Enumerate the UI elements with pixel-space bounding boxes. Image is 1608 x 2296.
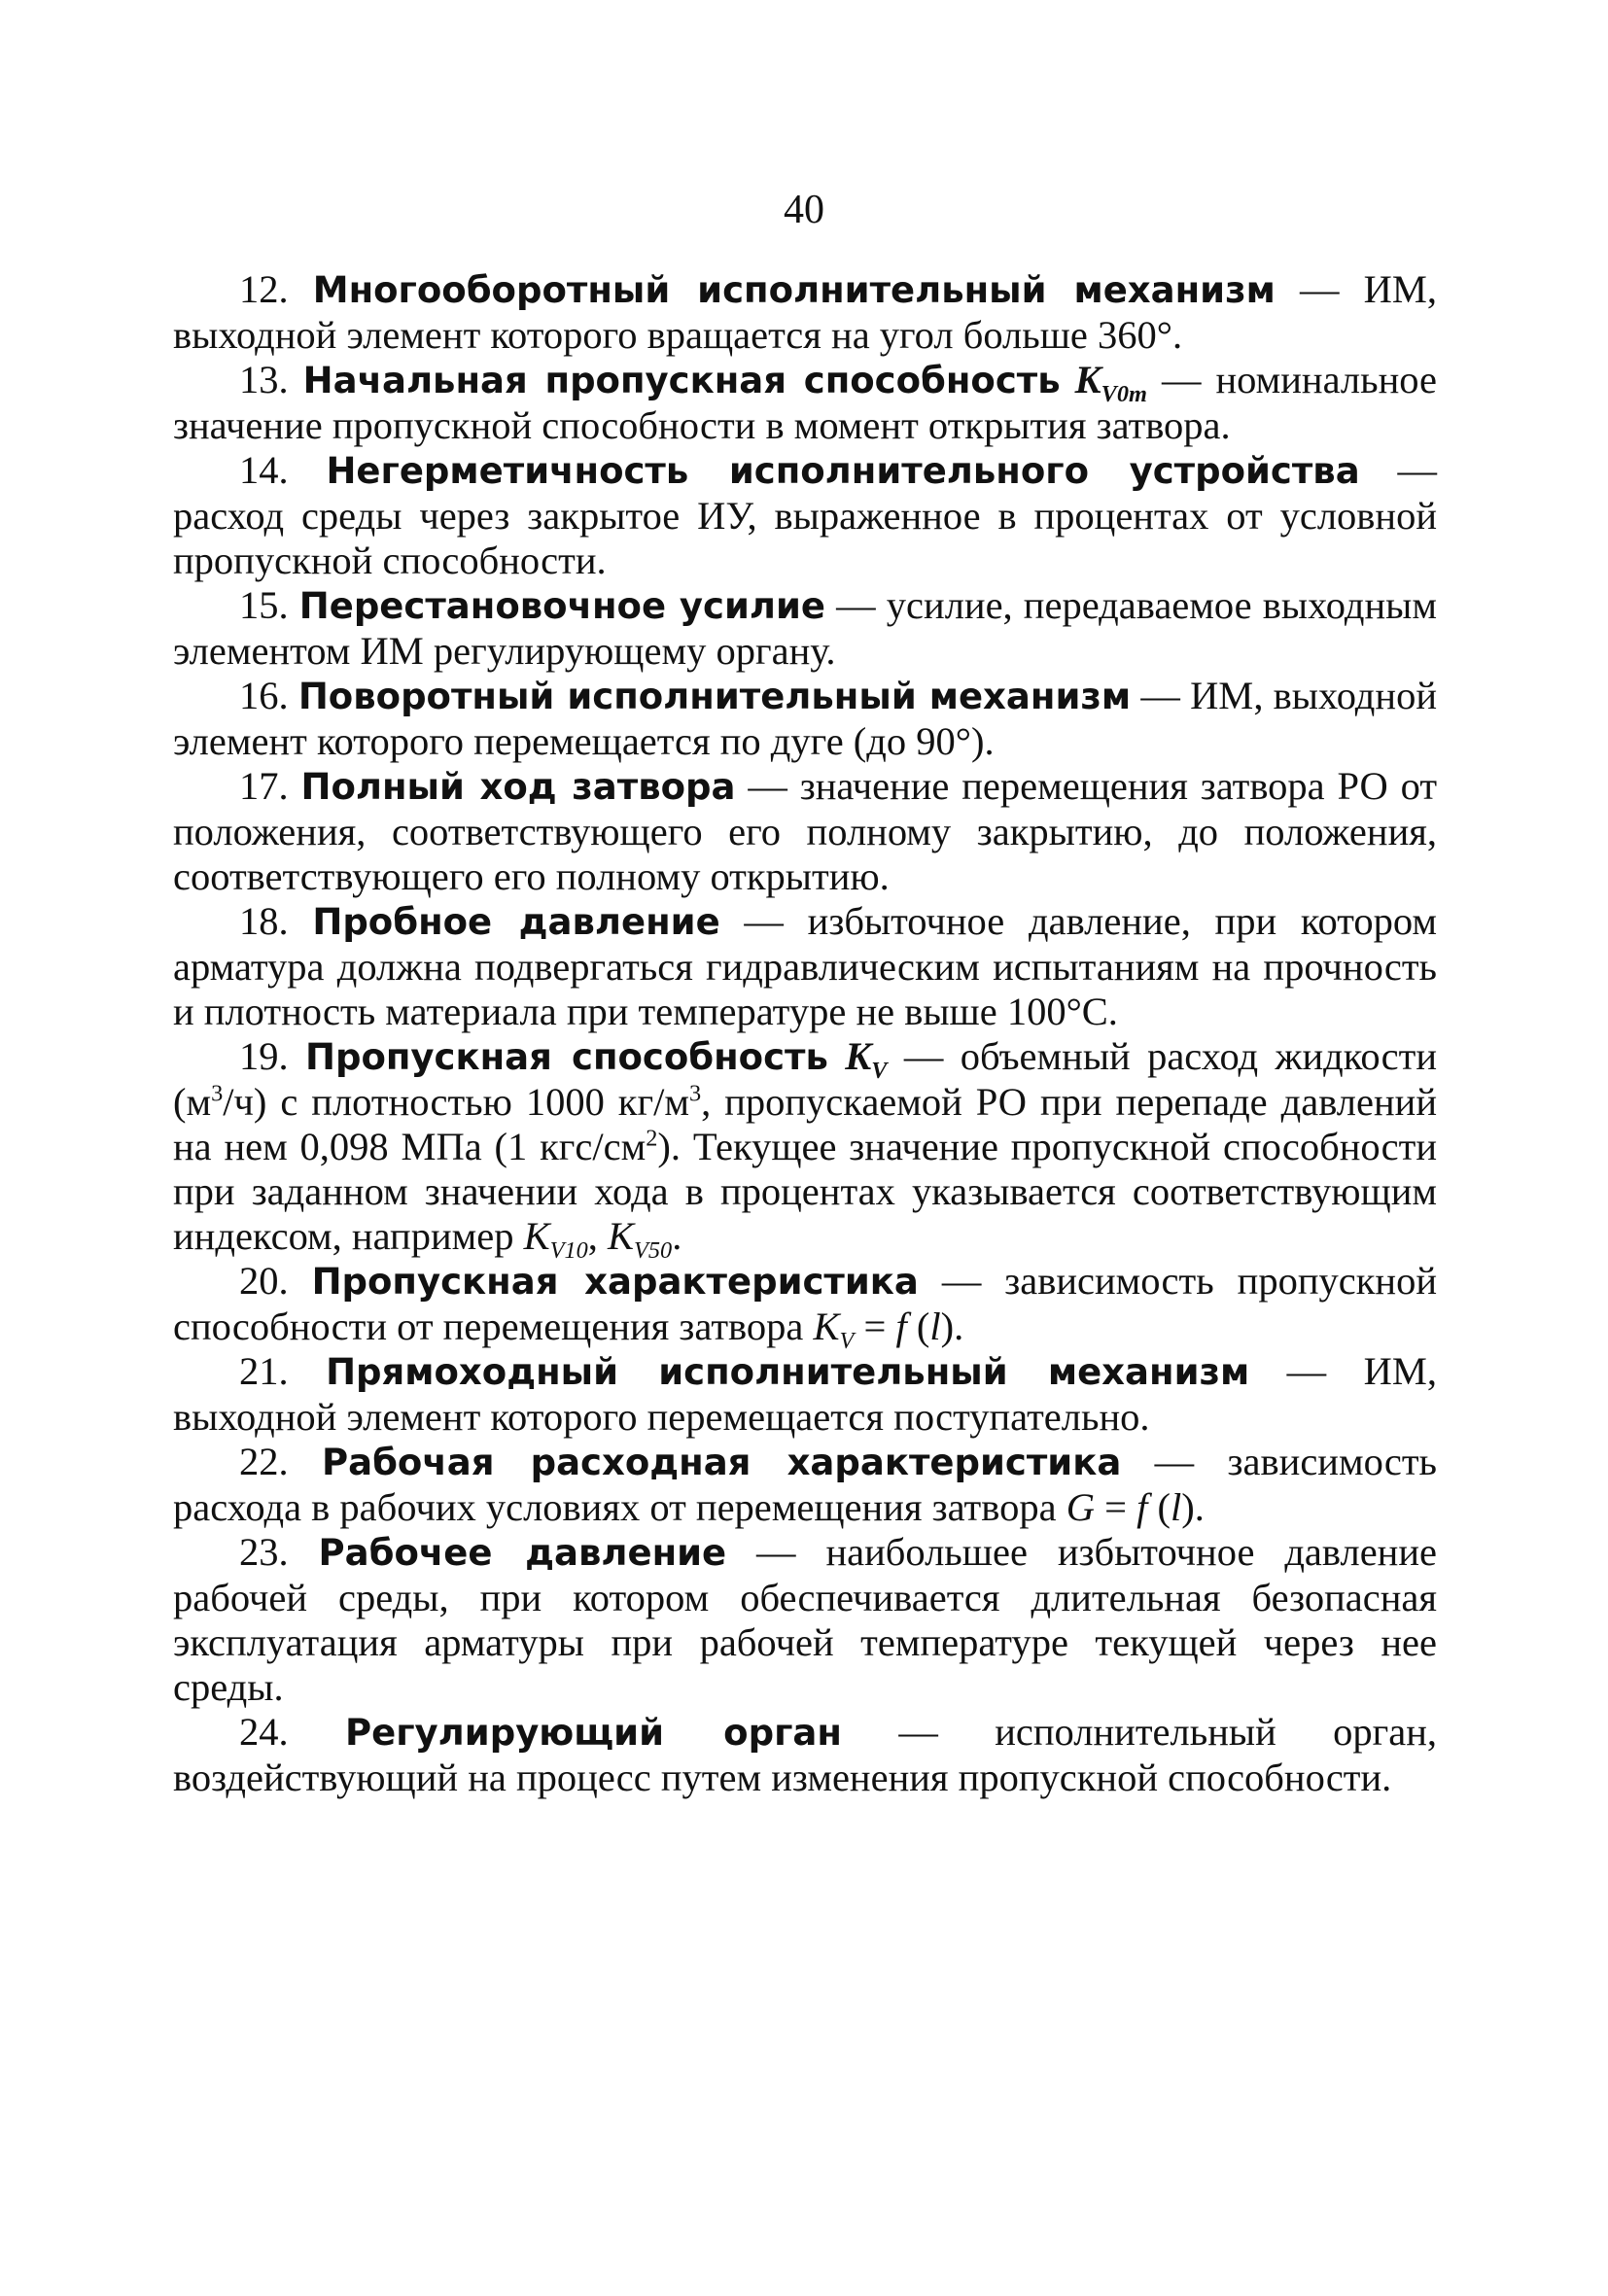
definition-13: 13. Начальная пропускная способность $K_{V0m}$ — номинальное значение пропускной способности в момент открытия затвора. bbox=[173, 358, 1437, 447]
term: Многооборотный исполнительный механизм bbox=[312, 269, 1276, 311]
item-number: 24. bbox=[239, 1710, 289, 1754]
item-number: 12. bbox=[239, 267, 289, 311]
definition-20: 20. Пропускная характеристика — зависимость пропускной способности от перемещения затвора $K_V = f$ (l). bbox=[173, 1259, 1437, 1355]
example-symbol: $K_{V50}$ bbox=[608, 1214, 673, 1265]
item-number: 15. bbox=[239, 583, 289, 627]
item-number: 19. bbox=[239, 1034, 289, 1078]
definition-text: зависимость расхода в рабочих условиях от перемещения затвора G = f (l). bbox=[173, 1440, 1437, 1529]
term: Пропускная способность bbox=[305, 1036, 828, 1078]
definition-17: 17. Полный ход затвора — значение перемещения затвора РО от положения, соответствующего его полному закрытию, до положения, соответствующего его полному открытию. bbox=[173, 764, 1438, 898]
item-number: 21. bbox=[239, 1349, 289, 1393]
definition-text: ИМ, выходной элемент которого перемещается поступательно. bbox=[173, 1349, 1438, 1439]
definition-text: номинальное значение пропускной способности в момент открытия затвора. bbox=[173, 358, 1437, 447]
symbol: $K_{V0m}$ bbox=[1074, 358, 1147, 408]
term: Начальная пропускная способность bbox=[302, 360, 1061, 401]
definition-text: расход среды через закрытое ИУ, выраженное в процентах от условной пропускной способности. bbox=[173, 494, 1437, 582]
definition-12: 12. Многооборотный исполнительный механизм — ИМ, выходной элемент которого вращается на угол больше 360°. bbox=[173, 267, 1437, 357]
definition-text: ИМ, выходной элемент которого перемещается по дуге (до 90°). bbox=[173, 674, 1437, 763]
item-number: 23. bbox=[239, 1530, 289, 1574]
term: Регулирующий орган bbox=[345, 1712, 842, 1754]
item-number: 18. bbox=[239, 899, 289, 943]
item-number: 20. bbox=[239, 1259, 289, 1303]
term: Негерметичность исполнительного устройства bbox=[326, 450, 1360, 492]
term: Пропускная характеристика bbox=[311, 1261, 919, 1303]
item-number: 16. bbox=[239, 674, 289, 717]
definition-18: 18. Пробное давление — избыточное давление, при котором арматура должна подвергаться гидравлическим испытаниям на прочность и плотность материала при температуре не выше 100°С. bbox=[173, 899, 1437, 1033]
item-number: 14. bbox=[239, 448, 289, 492]
formula: G bbox=[1066, 1485, 1095, 1529]
definition-text: наибольшее избыточное давление рабочей среды, при котором обеспечивается длительная безопасная эксплуатация арматуры при рабочей температуре текущей через нее среды. bbox=[173, 1530, 1438, 1709]
definition-text: значение перемещения затвора РО от положения, соответствующего его полному закрытию, до положения, соответствующего его полному открытию. bbox=[173, 764, 1438, 898]
definition-23: 23. Рабочее давление — наибольшее избыточное давление рабочей среды, при котором обеспечивается длительная безопасная эксплуатация арматуры при рабочей температуре текущей через нее среды. bbox=[173, 1530, 1438, 1709]
term: Пробное давление bbox=[312, 901, 720, 943]
item-number: 17. bbox=[239, 764, 289, 808]
definition-text: исполнительный орган, воздействующий на процесс путем изменения пропускной способности. bbox=[173, 1710, 1438, 1799]
definition-text: усилие, передаваемое выходным элементом ИМ регулирующему органу. bbox=[173, 583, 1437, 673]
page-number: 40 bbox=[784, 188, 824, 232]
definition-16: 16. Поворотный исполнительный механизм — ИМ, выходной элемент которого перемещается по дуге (до 90°). bbox=[173, 674, 1437, 763]
definition-15: 15. Перестановочное усилие — усилие, передаваемое выходным элементом ИМ регулирующему органу. bbox=[173, 583, 1437, 673]
term: Рабочая расходная характеристика bbox=[322, 1442, 1122, 1483]
definition-19: 19. Пропускная способность $K_V$ — объемный расход жидкости $(м^3/ч)$ с плотностью 1000 $кг/м^3$, пропускаемой РО при перепаде давлений на нем 0,098 МПа (1 кгс/$см^2$). Текущее значение пропускной способности при заданном значении хода в процентах указывается соответствующим индексом, например $K_{V10}$, $K_{V50}$. bbox=[173, 1034, 1438, 1265]
term: Перестановочное усилие bbox=[298, 585, 826, 627]
definition-text: ИМ, выходной элемент которого вращается на угол больше 360°. bbox=[173, 267, 1437, 357]
definitions-list bbox=[173, 267, 1437, 1800]
term: Полный ход затвора bbox=[300, 766, 736, 808]
definition-text: избыточное давление, при котором арматура должна подвергаться гидравлическим испытаниям на прочность и плотность материала при температуре не выше 100°С. bbox=[173, 899, 1437, 1033]
definition-text: объемный расход жидкости $(м^3/ч)$ с плотностью 1000 $кг/м^3$, пропускаемой РО при перепаде давлений на нем 0,098 МПа (1 кгс/$см^2$). Текущее значение пропускной способности при заданном значении хода в процентах указывается соответствующим индексом, например $K_{V10}$, $K_{V50}$. bbox=[173, 1034, 1438, 1265]
definition-text: зависимость пропускной способности от перемещения затвора $K_V = f$ (l). bbox=[173, 1259, 1437, 1355]
example-symbol: $K_{V10}$ bbox=[523, 1214, 588, 1265]
symbol: $K_V$ bbox=[845, 1034, 888, 1085]
definition-24: 24. Регулирующий орган — исполнительный орган, воздействующий на процесс путем изменения пропускной способности. bbox=[173, 1710, 1438, 1799]
definition-22: 22. Рабочая расходная характеристика — зависимость расхода в рабочих условиях от перемещения затвора G = f (l). bbox=[173, 1440, 1437, 1529]
term: Прямоходный исполнительный механизм bbox=[326, 1351, 1250, 1393]
item-number: 13. bbox=[239, 358, 289, 401]
term: Рабочее давление bbox=[318, 1532, 727, 1574]
definition-21: 21. Прямоходный исполнительный механизм — ИМ, выходной элемент которого перемещается поступательно. bbox=[173, 1349, 1438, 1439]
definition-14: 14. Негерметичность исполнительного устройства — расход среды через закрытое ИУ, выраженное в процентах от условной пропускной способности. bbox=[173, 448, 1438, 582]
formula: $K_V$ bbox=[813, 1305, 855, 1355]
term: Поворотный исполнительный механизм bbox=[297, 676, 1132, 717]
item-number: 22. bbox=[239, 1440, 289, 1483]
